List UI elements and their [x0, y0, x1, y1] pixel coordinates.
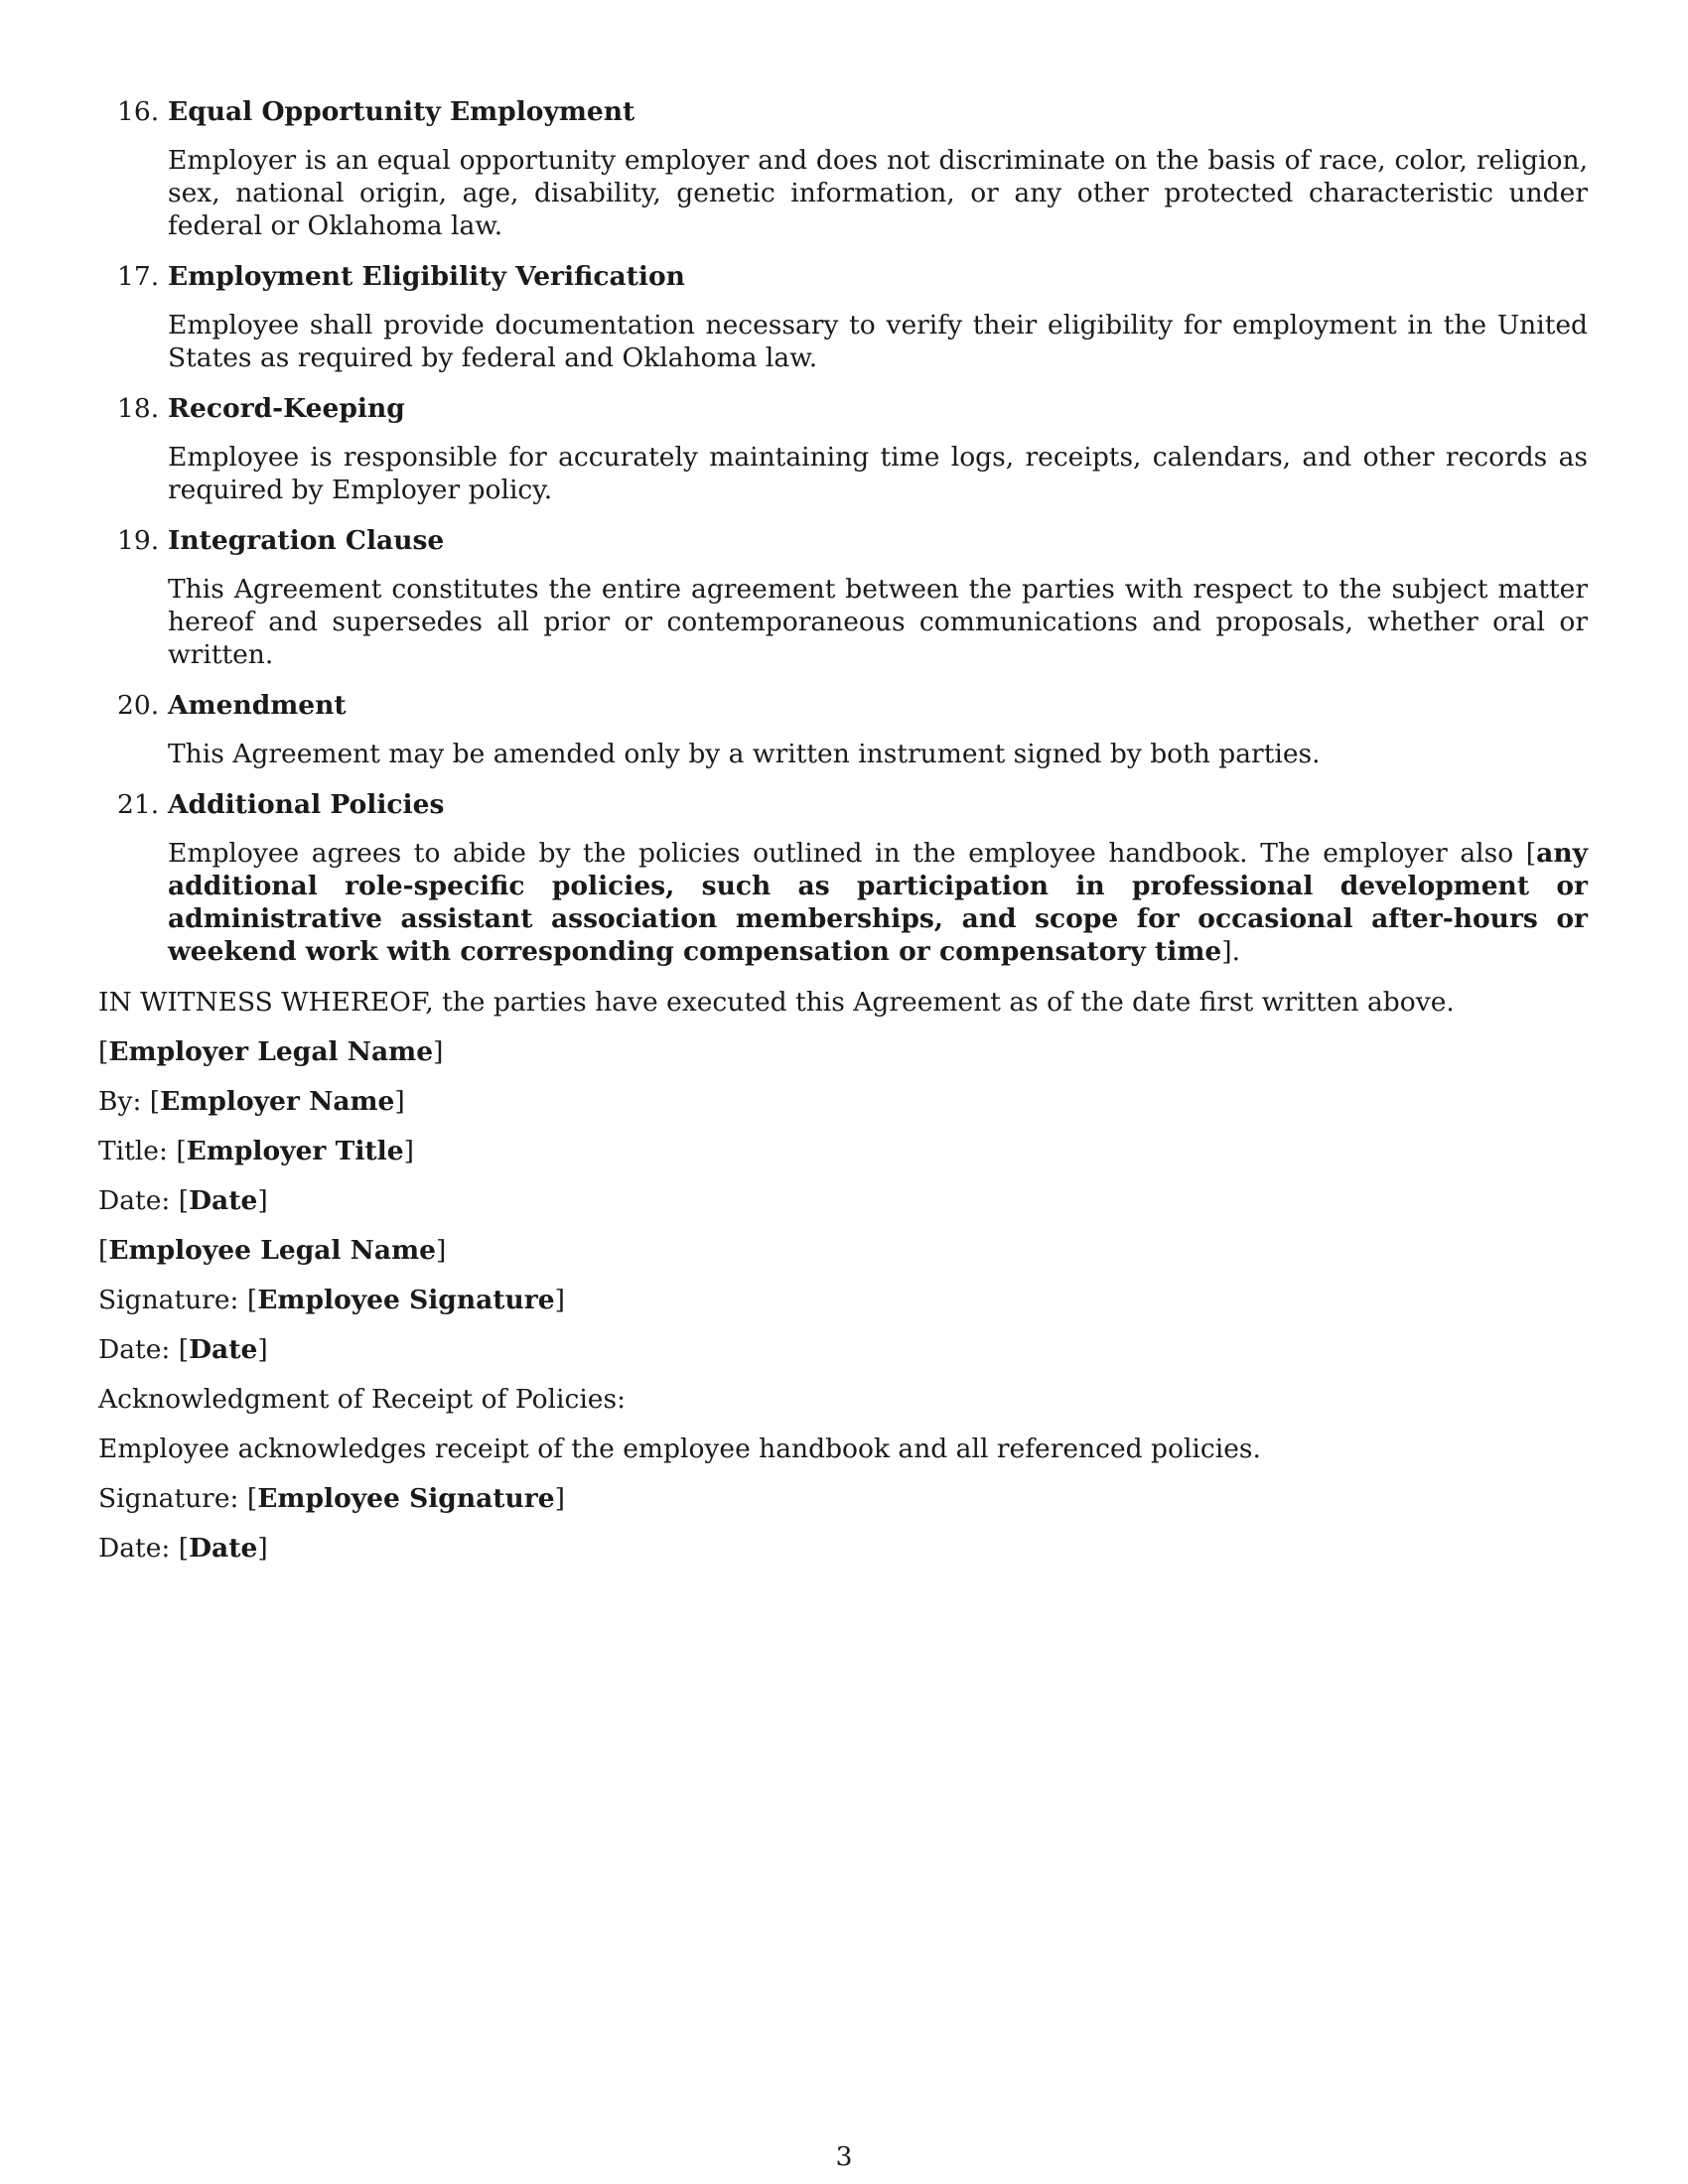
section-number: 20. [117, 690, 160, 721]
acknowledgment-date-line: Date: [Date] [98, 1533, 268, 1564]
body-suffix: ]. [1221, 936, 1241, 967]
employer-name-placeholder: Employer Name [160, 1086, 395, 1117]
acknowledgment-signature-line: Signature: [Employee Signature] [98, 1483, 565, 1514]
employee-signature-placeholder: Employee Signature [257, 1285, 555, 1315]
section-heading [98, 392, 1588, 425]
body-prefix: Employee agrees to abide by the policies outlined in the employee handbook. The employer also [ [168, 838, 1537, 869]
date-placeholder: Date [189, 1185, 258, 1216]
employer-legal-name: [Employer Legal Name] [98, 1036, 444, 1067]
section-title: Equal Opportunity Employment [168, 96, 635, 127]
section-number: 19. [117, 525, 160, 556]
employee-legal-name-placeholder: Employee Legal Name [108, 1235, 436, 1266]
date-placeholder: Date [189, 1533, 258, 1564]
section-number: 18. [117, 393, 160, 424]
section-heading [98, 788, 1588, 821]
section-heading [98, 95, 1588, 128]
acknowledgment-heading: Acknowledgment of Receipt of Policies: [98, 1384, 627, 1415]
section-21 [98, 788, 1588, 968]
employer-title-line: Title: [Employer Title] [98, 1136, 414, 1166]
section-title: Record-Keeping [168, 393, 405, 424]
witness-statement: IN WITNESS WHEREOF, the parties have executed this Agreement as of the date first written above. [98, 987, 1455, 1018]
section-heading [98, 689, 1588, 722]
page-number: 3 [835, 2141, 853, 2172]
date-label: Date: [98, 1533, 171, 1564]
section-body: This Agreement may be amended only by a written instrument signed by both parties. [168, 739, 1321, 769]
employee-date-line: Date: [Date] [98, 1334, 268, 1365]
section-20 [98, 689, 1588, 770]
employer-title-placeholder: Employer Title [186, 1136, 404, 1166]
signature-label: Signature: [98, 1285, 239, 1315]
section-body: Employee is responsible for accurately maintaining time logs, receipts, calendars, and other records as required by Employer policy. [168, 442, 1588, 505]
by-label: By: [98, 1086, 142, 1117]
date-label: Date: [98, 1334, 171, 1365]
section-body [98, 837, 1588, 968]
document-content [98, 95, 1588, 1581]
section-title: Employment Eligibility Verification [168, 261, 685, 292]
title-label: Title: [98, 1136, 168, 1166]
section-title: Amendment [168, 690, 347, 721]
employer-legal-name-placeholder: Employer Legal Name [108, 1036, 434, 1067]
section-18 [98, 392, 1588, 506]
section-body: Employee shall provide documentation necessary to verify their eligibility for employment in the United States as required by federal and Oklahoma law. [168, 310, 1588, 373]
employer-date-line: Date: [Date] [98, 1185, 268, 1216]
section-number: 16. [117, 96, 160, 127]
additional-policies-placeholder: any additional role-specific policies, such as participation in professional development or administrative assistant association memberships, and scope for occasional after-hours or weekend work with corresponding compensation or compensatory time [168, 838, 1588, 967]
section-body: This Agreement constitutes the entire agreement between the parties with respect to the subject matter hereof and supersedes all prior or contemporaneous communications and proposals, whether oral or written. [168, 574, 1588, 670]
employee-signature-line: Signature: [Employee Signature] [98, 1285, 565, 1315]
employee-signature-placeholder: Employee Signature [257, 1483, 555, 1514]
section-heading [98, 260, 1588, 293]
section-16 [98, 95, 1588, 242]
section-19 [98, 524, 1588, 671]
employee-legal-name: [Employee Legal Name] [98, 1235, 447, 1266]
acknowledgment-text: Employee acknowledges receipt of the employee handbook and all referenced policies. [98, 1433, 1261, 1464]
date-placeholder: Date [189, 1334, 258, 1365]
signature-label: Signature: [98, 1483, 239, 1514]
section-17 [98, 260, 1588, 374]
section-number: 17. [117, 261, 160, 292]
employer-by-line: By: [Employer Name] [98, 1086, 405, 1117]
section-heading [98, 524, 1588, 557]
section-title: Integration Clause [168, 525, 445, 556]
section-title: Additional Policies [168, 789, 445, 820]
section-number: 21. [117, 789, 160, 820]
date-label: Date: [98, 1185, 171, 1216]
section-body: Employer is an equal opportunity employer and does not discriminate on the basis of race, color, religion, sex, national origin, age, disability, genetic information, or any other protected characteristic under federal or Oklahoma law. [168, 145, 1588, 241]
